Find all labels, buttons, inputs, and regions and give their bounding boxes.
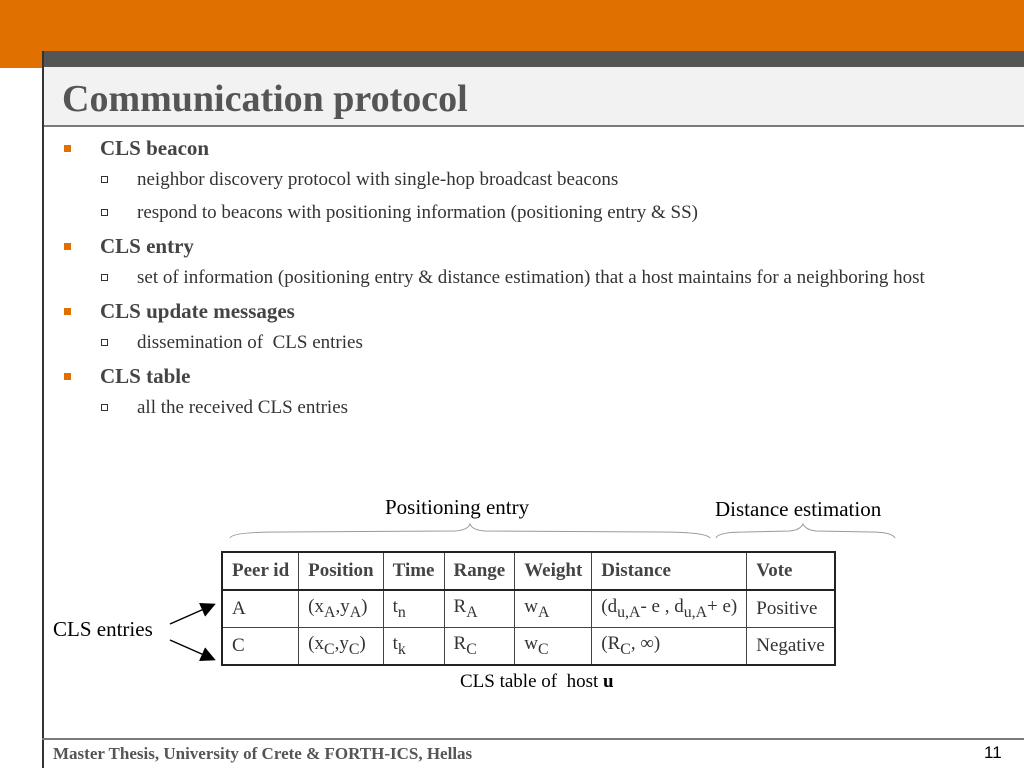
table-row [222,590,835,628]
position-cell: $(x_A,y_A)$ [299,590,383,628]
column-header: Peer id [222,552,299,590]
footer-rule [42,738,1024,740]
peer-id-cell: A [222,590,299,628]
weight-cell: $w_A$ [515,590,592,628]
sub-bullet-text: set of information (positioning entry & distance estimation) that a host maintains for a neighboring host [137,267,925,288]
slide-title: Communication protocol [62,78,468,120]
positioning-entry-brace [230,524,710,538]
sub-bullet-text: all the received CLS entries [137,397,349,418]
distance-estimation-label: Distance estimation [715,497,882,521]
weight-cell: $w_C$ [515,628,592,666]
column-header: Distance [592,552,747,590]
cls-table [221,551,836,666]
column-header: Range [444,552,515,590]
positioning-entry-label: Positioning entry [385,495,530,519]
time-cell: $t_k$ [383,628,444,666]
vote-cell: Negative [747,628,835,666]
sub-bullet-text: neighbor discovery protocol with single-hop broadcast beacons [137,169,619,190]
bullet-heading: CLS update messages [100,299,295,323]
bullet-heading: CLS beacon [100,136,210,160]
bullet-heading: CLS entry [100,234,194,258]
table-caption: CLS table of host u [460,671,614,692]
column-header: Vote [747,552,835,590]
cls-entries-label: CLS entries [53,617,153,641]
range-cell: $R_A$ [444,590,515,628]
column-header: Weight [515,552,592,590]
bullet-heading: CLS table [100,364,191,388]
table-row [222,628,835,666]
column-header: Position [299,552,383,590]
distance-estimation-brace [716,524,895,538]
position-cell: $(x_C,y_C)$ [299,628,383,666]
vote-cell: Positive [747,590,835,628]
sub-bullet-text: respond to beacons with positioning information (positioning entry & SS) [137,202,698,223]
arrow-to-row-a [170,605,213,624]
distance-cell: ($R_C$, ∞) [592,628,747,666]
sub-bullet-text: dissemination of CLS entries [137,332,363,353]
time-cell: $t_n$ [383,590,444,628]
footer-text: Master Thesis, University of Crete & FORTH-ICS, Hellas [53,744,473,763]
range-cell: $R_C$ [444,628,515,666]
table-header-row [222,552,835,590]
distance-cell: ($d_{u,A}-$ e , $d_{u,A}+ e$) [592,590,747,628]
peer-id-cell: C [222,628,299,666]
arrow-to-row-c [170,640,213,659]
page-number: 11 [984,743,1002,762]
column-header: Time [383,552,444,590]
